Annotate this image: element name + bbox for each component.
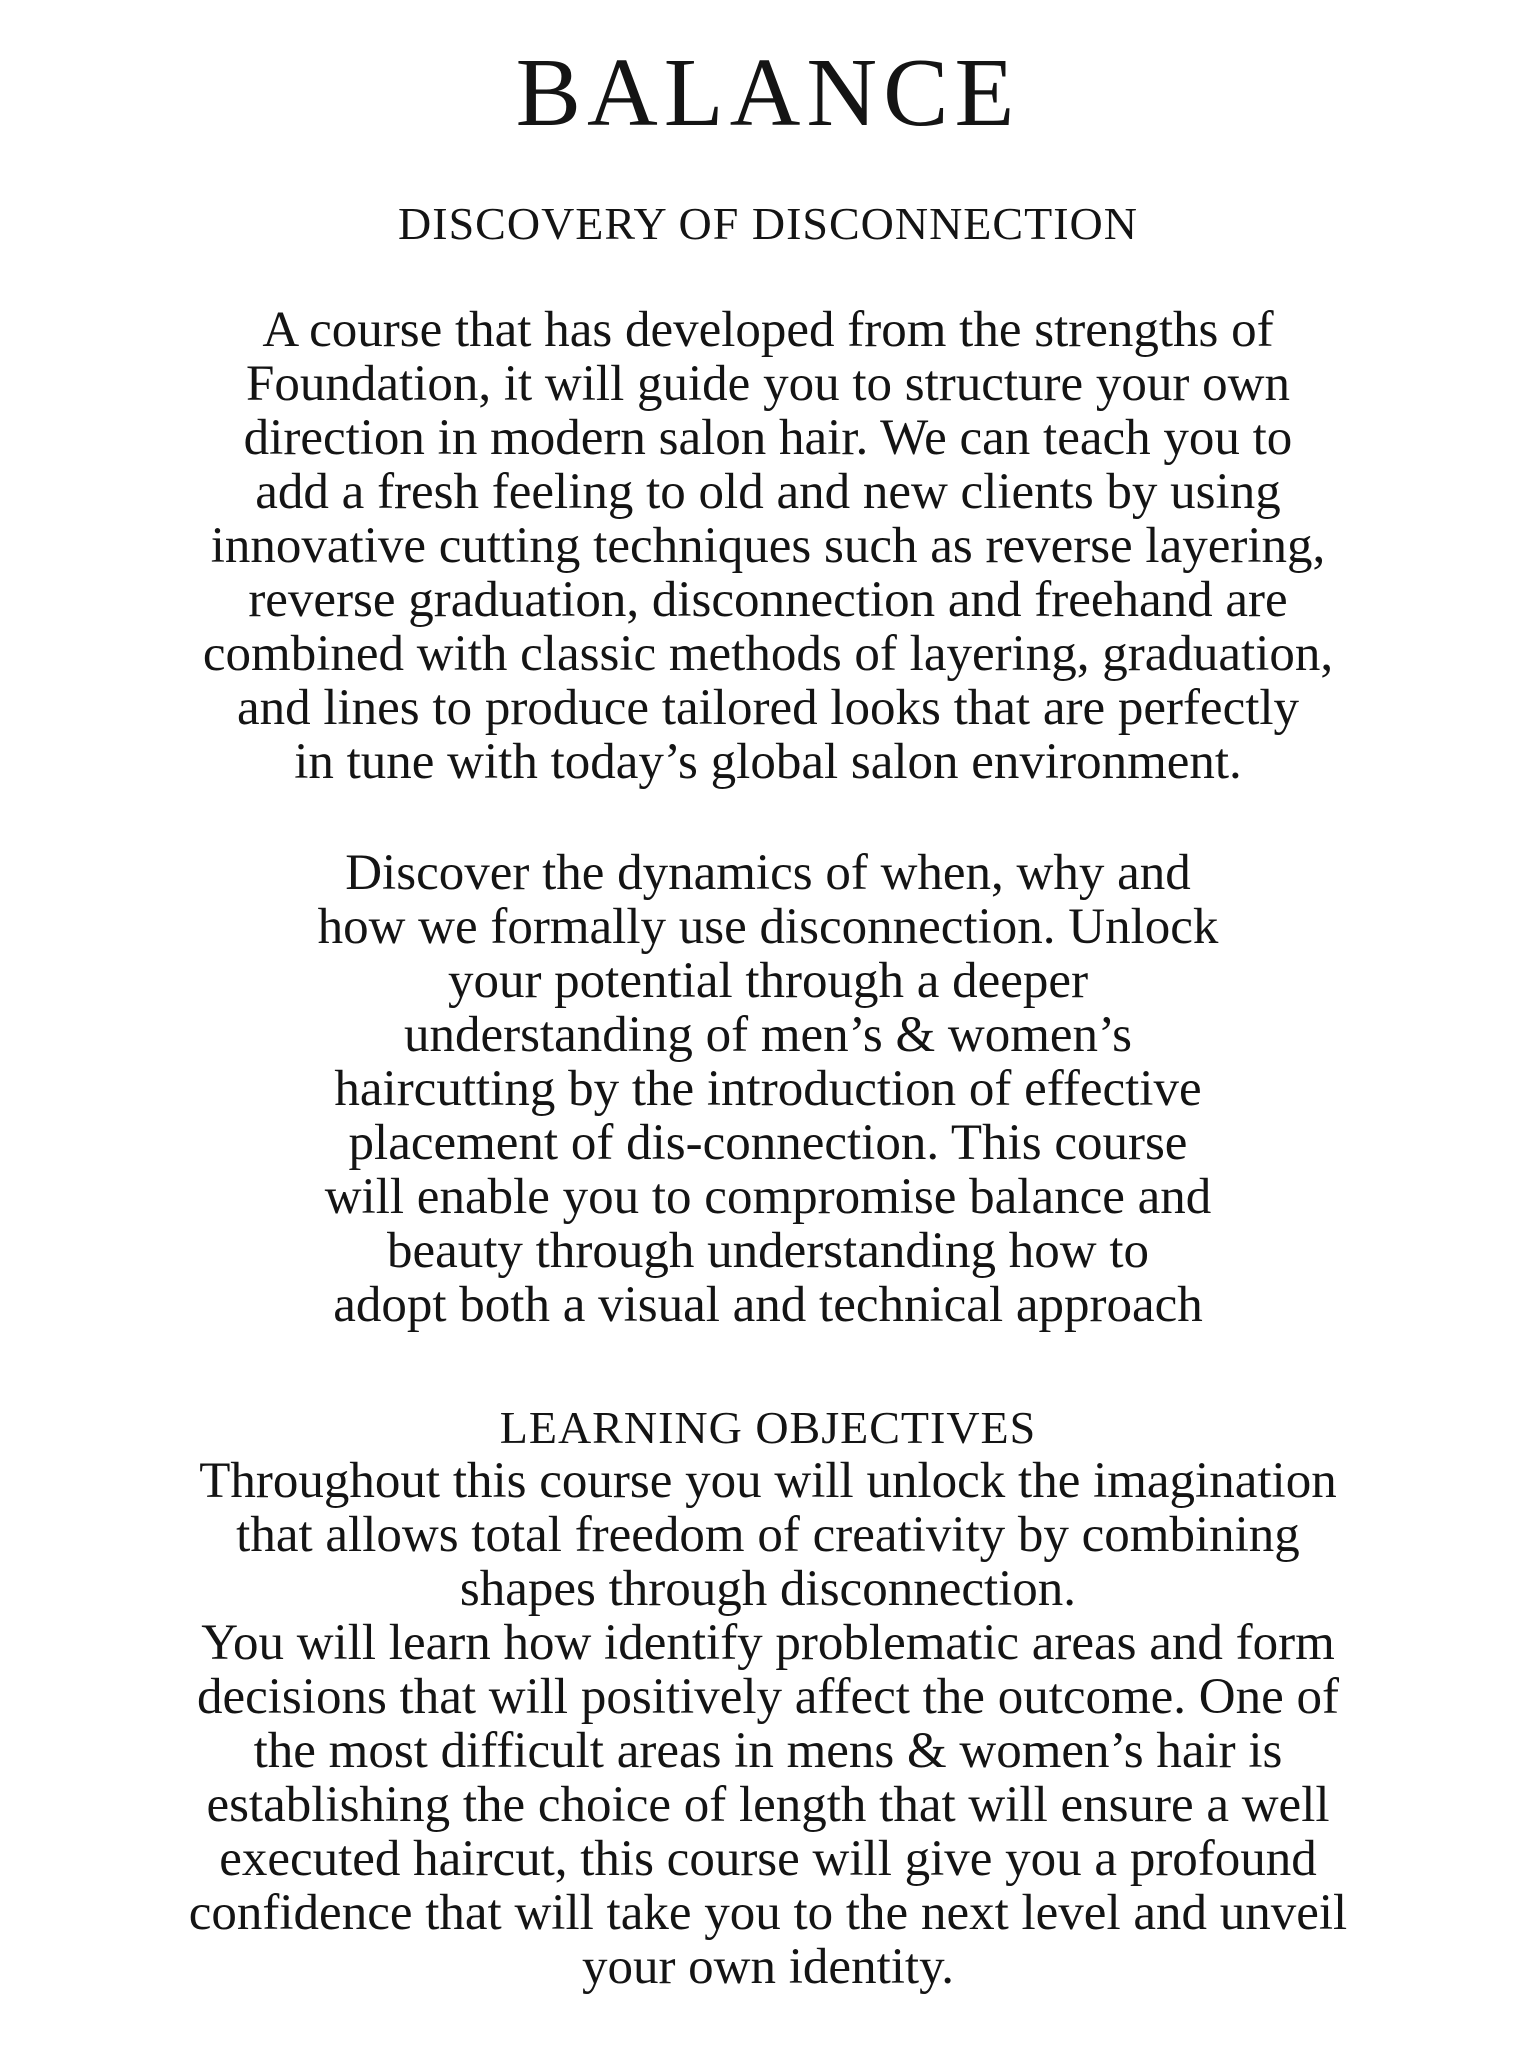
paragraph-line: Throughout this course you will unlock the imagination xyxy=(199,1453,1337,1509)
paragraph-line: confidence that will take you to the next level and unveil xyxy=(188,1885,1348,1941)
paragraph-line: add a fresh feeling to old and new clients by using xyxy=(255,464,1281,520)
paragraph-line: your own identity. xyxy=(581,1939,955,1995)
paragraph-line: Foundation, it will guide you to structure your own xyxy=(246,356,1290,412)
paragraph-line: haircutting by the introduction of effective xyxy=(334,1061,1202,1117)
paragraph-line: innovative cutting techniques such as reverse layering, xyxy=(210,518,1326,574)
section-heading-learning-objectives: LEARNING OBJECTIVES xyxy=(499,1402,1037,1453)
paragraph-line: in tune with today’s global salon environment. xyxy=(294,734,1242,790)
paragraph-line: decisions that will positively affect the outcome. One of xyxy=(196,1669,1340,1725)
paragraph-line: Discover the dynamics of when, why and xyxy=(345,845,1191,901)
paragraph-line: shapes through disconnection. xyxy=(459,1561,1077,1617)
paragraph-line: reverse graduation, disconnection and freehand are xyxy=(248,572,1288,628)
brand-title: BALANCE xyxy=(515,39,1021,147)
paragraph-line: establishing the choice of length that will ensure a well xyxy=(206,1777,1330,1833)
paragraph-line: will enable you to compromise balance and xyxy=(324,1169,1212,1225)
disconnection-dynamics-paragraph xyxy=(0,846,1536,1332)
paragraph-line: executed haircut, this course will give you a profound xyxy=(219,1831,1317,1887)
paragraph-line: the most difficult areas in mens & women’s hair is xyxy=(253,1723,1283,1779)
paragraph-line: understanding of men’s & women’s xyxy=(403,1007,1133,1063)
paragraph-line: and lines to produce tailored looks that are perfectly xyxy=(236,680,1300,736)
learning-objectives-paragraph xyxy=(0,1454,1536,1994)
paragraph-line: A course that has developed from the strengths of xyxy=(262,302,1274,358)
paragraph-line: combined with classic methods of layering, graduation, xyxy=(202,626,1334,682)
paragraph-line: adopt both a visual and technical approach xyxy=(333,1277,1203,1333)
paragraph-line: your potential through a deeper xyxy=(447,953,1089,1009)
course-description-paragraph xyxy=(0,303,1536,789)
paragraph-line: that allows total freedom of creativity by combining xyxy=(236,1507,1300,1563)
section-heading-discovery: DISCOVERY OF DISCONNECTION xyxy=(398,198,1138,249)
paragraph-line: placement of dis-connection. This course xyxy=(348,1115,1188,1171)
paragraph-line: how we formally use disconnection. Unlock xyxy=(317,899,1219,955)
paragraph-line: beauty through understanding how to xyxy=(386,1223,1150,1279)
paragraph-line: You will learn how identify problematic areas and form xyxy=(201,1615,1335,1671)
paragraph-line: direction in modern salon hair. We can teach you to xyxy=(243,410,1293,466)
